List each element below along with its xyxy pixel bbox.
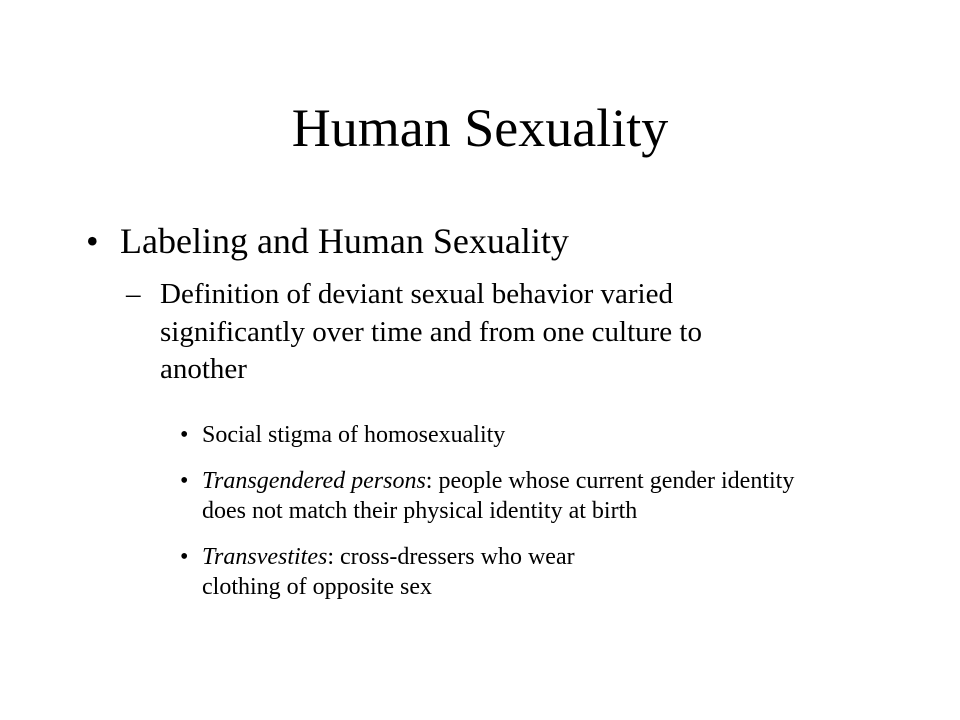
list-item-text <box>202 420 820 450</box>
bullet-marker: • <box>180 544 189 570</box>
bullet-marker: • <box>180 422 189 448</box>
list-item-text <box>202 542 642 602</box>
item-description: : cross-dressers who wear clothing of opposite sex <box>202 544 575 600</box>
item-description: : people whose current gender identity does not match their physical identity at birth <box>202 468 795 524</box>
list-item <box>180 466 820 526</box>
bullet-marker: • <box>180 468 189 494</box>
italic-term: Transgendered persons <box>202 468 426 494</box>
main-bullet-text: Labeling and Human Sexuality <box>120 221 569 261</box>
item-description: Social stigma of homosexuality <box>202 422 506 448</box>
slide-title: Human Sexuality <box>291 98 669 158</box>
italic-term: Transvestites <box>202 544 328 570</box>
list-item <box>180 542 820 602</box>
sub-bullet-point <box>126 276 746 389</box>
list-item-text <box>202 466 820 526</box>
dash-marker: – <box>126 278 141 310</box>
main-bullet-point <box>86 216 569 266</box>
bullet-marker: • <box>86 221 99 261</box>
sub-bullet-text: Definition of deviant sexual behavior varied significantly over time and from one culture to another <box>160 278 702 385</box>
detail-list <box>180 420 820 618</box>
list-item <box>180 420 820 450</box>
